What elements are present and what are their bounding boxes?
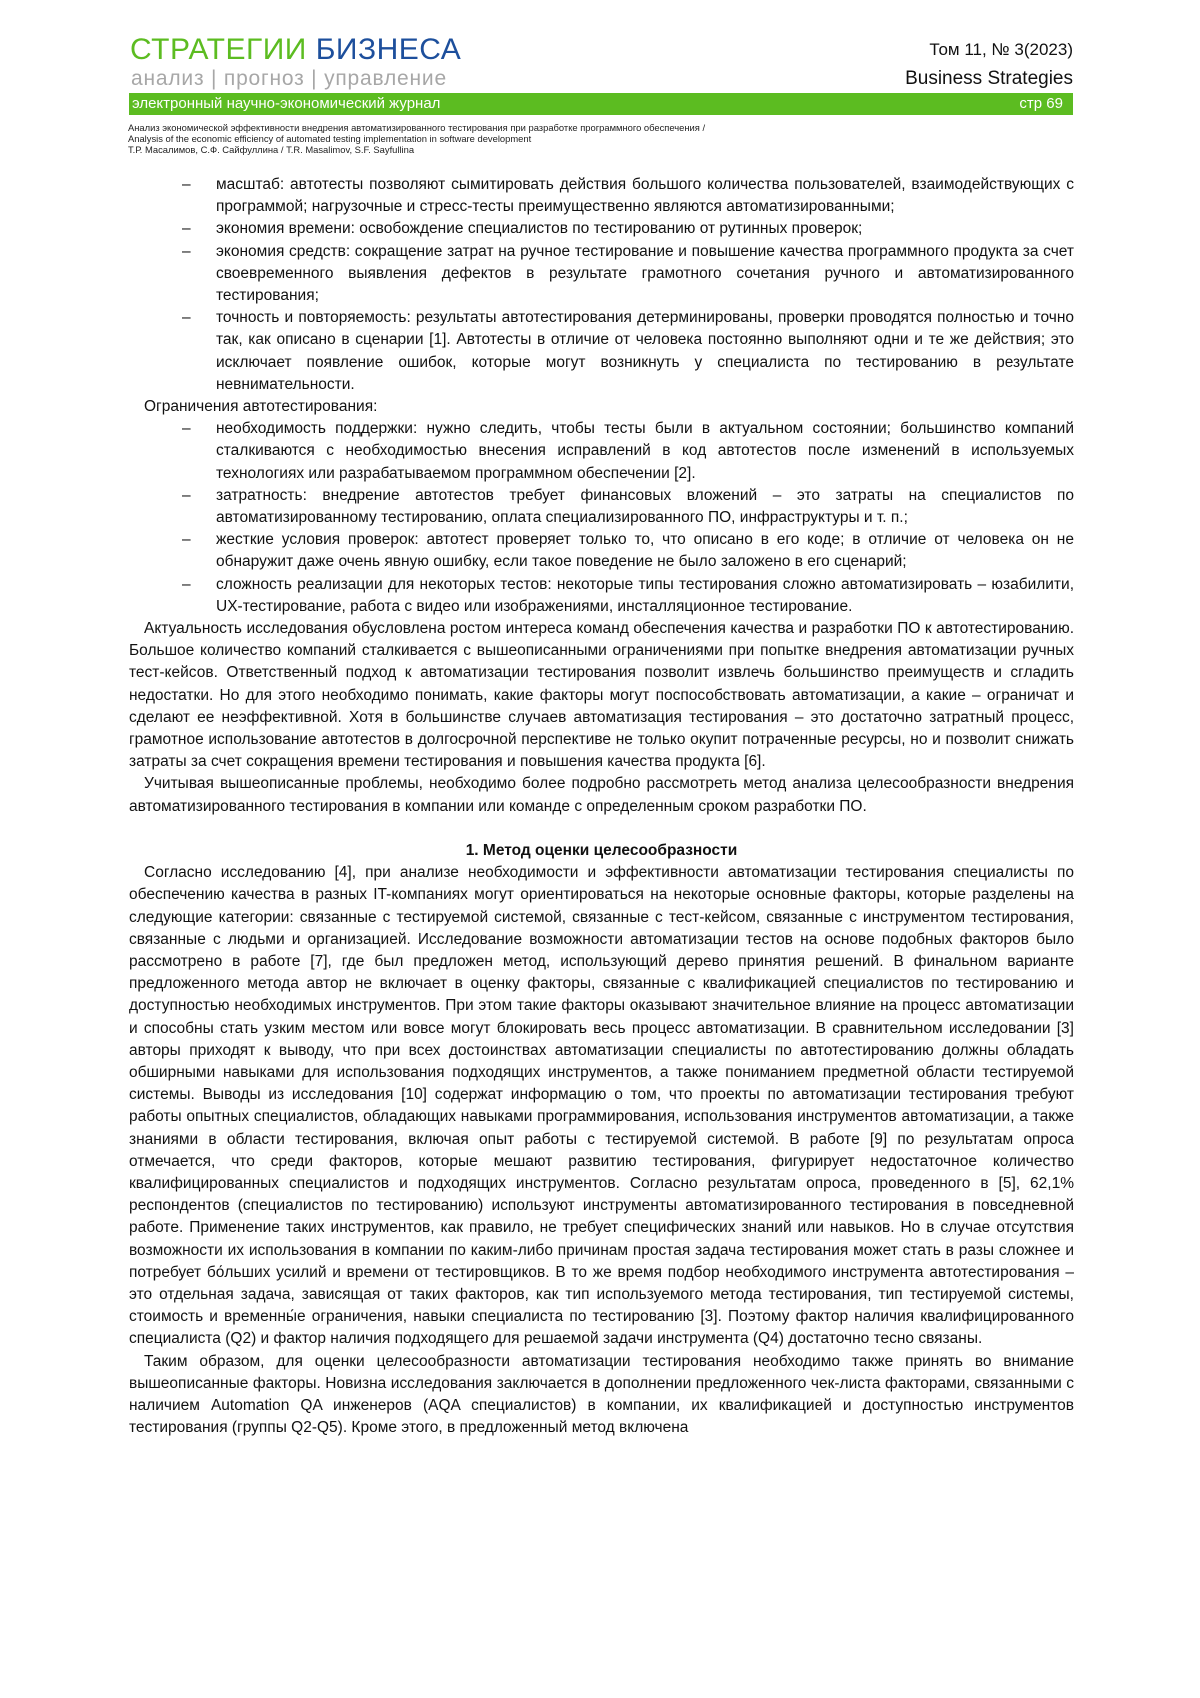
advantage-scale: масштаб: автотесты позволяют сымитировать действия большого количества пользователей, взаимодействующих с программой; нагрузочные и стресс-тесты преимущественно являются автоматизированными; — [216, 176, 1074, 216]
journal-series: Business Strategies — [905, 68, 1073, 89]
limitation-cost: затратность: внедрение автотестов требует финансовых вложений – это затраты на специалистов по автоматизированному тестированию, оплата специализированного ПО, инфраструктуры и т. п.; — [216, 486, 1074, 527]
advantage-time: экономия времени: освобождение специалистов по тестированию от рутинных проверок; — [216, 220, 863, 238]
page-number: стр 69 — [1019, 95, 1063, 112]
limitation-rigid-checks: жесткие условия проверок: автотест проверяет только то, что описано в его коде; в отличие от человека он не обнаружит даже очень явную ошибку, если такое поведение не было заложено в его сценарий; — [216, 531, 1074, 571]
journal-banner — [129, 93, 1073, 115]
paragraph-relevance: Актуальность исследования обусловлена ростом интереса команд обеспечения качества и разработки ПО к автотестированию. Большое количество компаний сталкивается с вышеописанными ограничениями при попытке внедрения автоматизации ручных тест-кейсов. Ответственный подход к автоматизации тестирования позволит извлечь большинство преимуществ и сгладить недостатки. Но для этого необходимо понимать, какие факторы могут поспособствовать автоматизации, а какие – ограничат и сделают ее неэффективной. Хотя в большинстве случаев автоматизация тестирования – это достаточно затратный процесс, грамотное использование автотестов в долгосрочной перспективе не только окупит потраченные ресурсы, но и позволит снижать затраты за счет сокращения времени тестирования и повышения качества продукта [6]. — [129, 620, 1074, 771]
journal-title — [130, 34, 461, 66]
limitation-maintenance: необходимость поддержки: нужно следить, чтобы тесты были в актуальном состоянии; большинство компаний сталкиваются с необходимостью внесения исправлений в код автотестов после изменений в используемых технологиях или разрабатываемом программном обеспечении [2]. — [216, 420, 1074, 482]
paragraph-considering: Учитывая вышеописанные проблемы, необходимо более подробно рассмотреть метод анализа целесообразности внедрения автоматизированного тестирования в компании или команде с определенным сроком разработки ПО. — [129, 775, 1074, 815]
issue-number: Том 11, № 3(2023) — [929, 40, 1073, 59]
list-item: – сложность реализации для некоторых тестов: некоторые типы тестирования сложно автоматизировать – юзабилити, UX-тестирование, работа с видео или изображениями, инсталляционное тестирование. — [182, 575, 1074, 615]
section-heading: 1. Метод оценки целесообразности — [465, 841, 738, 859]
list-item: – экономия времени: освобождение специалистов по тестированию от рутинных проверок; — [182, 220, 863, 238]
citation-authors: Т.Р. Масалимов, С.Ф. Сайфуллина / T.R. Masalimov, S.F. Sayfullina — [128, 144, 415, 156]
journal-banner-text: электронный научно-экономический журнал — [132, 95, 441, 112]
journal-subtitle: анализ | прогноз | управление — [131, 67, 447, 90]
paragraph-thus: Таким образом, для оценки целесообразности автоматизации тестирования необходимо также принять во внимание вышеописанные факторы. Новизна исследования заключается в дополнении предложенного чек-листа факторами, связанными с наличием Automation QA инженеров (AQA специалистов) в компании, их квалификацией и доступностью инструментов тестирования (группы Q2-Q5). Кроме этого, в предложенный метод включена — [129, 1352, 1074, 1437]
citation-line-ru: Анализ экономической эффективности внедрения автоматизированного тестирования при разработке программного обеспечения / — [128, 122, 706, 133]
advantage-cost: экономия средств: сокращение затрат на ручное тестирование и повышение качества программного продукта за счет своевременного выявления дефектов в результате грамотного сочетания ручного и автоматизированного тестирования; — [216, 242, 1074, 305]
article-citation — [128, 122, 1068, 156]
article-body — [129, 174, 1074, 1439]
citation-line-en: Analysis of the economic efficiency of automated testing implementation in software development — [128, 133, 532, 145]
journal-title-part2: БИЗНЕСА — [315, 33, 462, 66]
paragraph-study: Согласно исследованию [4], при анализе необходимости и эффективности автоматизации тестирования специалисты по обеспечению качества в разных IT-компаниях могут ориентироваться на некоторые основные факторы, которые разделены на следующие категории: связанные с тестируемой системой, связанные с тест-кейсом, связанные с инструментом тестирования, связанные с людьми и организацией. Исследование возможности автоматизации тестов на основе подобных факторов было рассмотрено в работе [7], где был предложен метод, использующий дерево принятия решений. В финальном варианте предложенного метода автор не включает в оценку факторы, связанные с квалификацией специалистов по тестированию и доступностью необходимых инструментов. При этом такие факторы оказывают значительное влияние на процесс автоматизации и способны стать узким местом или вовсе могут блокировать весь процесс автоматизации. В сравнительном исследовании [3] авторы приходят к выводу, что при всех достоинствах автоматизации специалисты по автотестированию должны обладать обширными навыками для использования подходящих инструментов, а также пониманием предметной области тестируемой системы. Выводы из исследования [10] содержат информацию о том, что проекты по автоматизации тестирования требуют работы опытных специалистов, обладающих навыками программирования, использования инструментов автоматизации, а также знаниями в области тестирования, включая опыт работы с тестируемой системой. В работе [9] по результатам опроса отмечается, что среди факторов, которые мешают развитию тестирования, фигурирует недостаточное количество квалифицированных специалистов и подходящих инструментов. Согласно результатам опроса, проведенного в [5], 62,1% респондентов (специалистов по тестированию) используют инструменты автоматизированного тестирования в повседневной работе. Применение таких инструментов, как правило, не требует специфических знаний или навыков. Но в случае отсутствия возможности их использования в компании по каким-либо причинам простая задача тестирования может стать в разы сложнее и потребует бо́льших усилий и времени от тестировщиков. В то же время подбор необходимого инструмента автотестирования – это отдельная задача, зависящая от таких факторов, как тип используемого метода тестирования, тип тестируемой системы, стоимость и временны́е ограничения, навыки специалиста по тестированию [3]. Поэтому фактор наличия квалифицированного специалиста (Q2) и фактор наличия подходящего для решаемой задачи инструмента (Q4) достаточно тесно связаны. — [129, 864, 1074, 1348]
limitation-complexity: сложность реализации для некоторых тестов: некоторые типы тестирования сложно автоматизировать – юзабилити, UX-тестирование, работа с видео или изображениями, инсталляционное тестирование. — [216, 575, 1074, 615]
list-item: – точность и повторяемость: результаты автотестирования детерминированы, проверки проводятся полностью и точно так, как описано в сценарии [1]. Автотесты в отличие от человека постоянно выполняют одни и те же действия; это исключает появление ошибок, которые могут возникнуть у специалиста по тестированию в результате невнимательности. — [182, 309, 1074, 393]
journal-title-part1: СТРАТЕГИИ — [130, 33, 307, 66]
list-item: – масштаб: автотесты позволяют сымитировать действия большого количества пользователей, взаимодействующих с программой; нагрузочные и стресс-тесты преимущественно являются автоматизированными; — [182, 176, 1074, 216]
limitations-heading: Ограничения автотестирования: — [144, 398, 378, 416]
advantage-accuracy: точность и повторяемость: результаты автотестирования детерминированы, проверки проводятся полностью и точно так, как описано в сценарии [1]. Автотесты в отличие от человека постоянно выполняют одни и те же действия; это исключает появление ошибок, которые могут возникнуть у специалиста по тестированию в результате невнимательности. — [216, 309, 1074, 393]
list-item: – затратность: внедрение автотестов требует финансовых вложений – это затраты на специалистов по автоматизированному тестированию, оплата специализированного ПО, инфраструктуры и т. п.; — [182, 486, 1074, 527]
list-item: – экономия средств: сокращение затрат на ручное тестирование и повышение качества программного продукта за счет своевременного выявления дефектов в результате грамотного сочетания ручного и автоматизированного тестирования; — [182, 242, 1074, 305]
list-item: – жесткие условия проверок: автотест проверяет только то, что описано в его коде; в отличие от человека он не обнаружит даже очень явную ошибку, если такое поведение не было заложено в его сценарий; — [182, 531, 1074, 571]
list-item: – необходимость поддержки: нужно следить, чтобы тесты были в актуальном состоянии; большинство компаний сталкиваются с необходимостью внесения исправлений в код автотестов после изменений в используемых технологиях или разрабатываемом программном обеспечении [2]. — [182, 420, 1074, 482]
